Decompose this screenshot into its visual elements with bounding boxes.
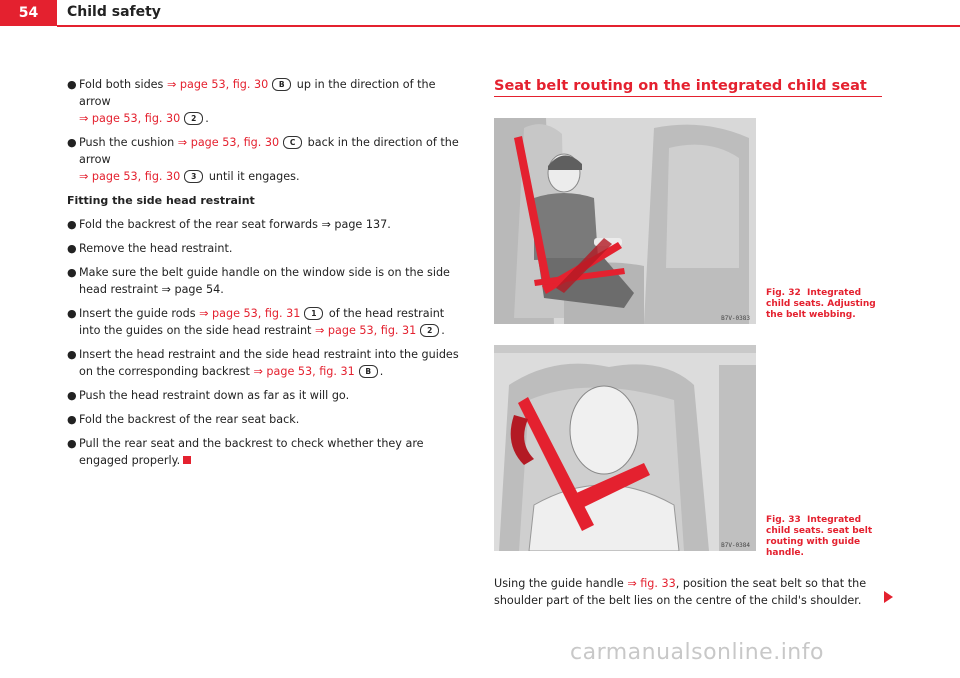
figure-code: B7V-0383 — [721, 315, 750, 322]
figure-32-caption: Fig. 32 Integrated child seats. Adjusting the belt webbing. — [766, 288, 876, 320]
guide-handle-paragraph: Using the guide handle ⇒ fig. 33, position the seat belt so that the shoulder part of the belt lies on the centre of the child's shoulder. — [494, 577, 867, 607]
xref-link[interactable]: ⇒ fig. 33 — [627, 577, 676, 590]
bullet-icon: ● — [67, 307, 77, 320]
figure-33-image — [494, 345, 756, 551]
callout-badge: 2 — [184, 112, 203, 125]
callout-badge: 2 — [420, 324, 439, 337]
xref-link[interactable]: ⇒ page 53, fig. 31 — [315, 324, 417, 337]
callout-badge: C — [283, 136, 302, 149]
xref-link[interactable]: ⇒ page 53, fig. 31 — [199, 307, 301, 320]
bullet-remove-head-restraint: ● Remove the head restraint. — [67, 242, 233, 255]
bullet-icon: ● — [67, 348, 77, 361]
bullet-insert-guide-rods: ● Insert the guide rods ⇒ page 53, fig. 31 1 of the head restraint into the guides on the side head restraint ⇒ page 53, fig. 31 2 . — [67, 307, 445, 337]
section-rule — [494, 96, 882, 97]
figure-code: B7V-0384 — [721, 542, 750, 549]
bullet-icon: ● — [67, 218, 77, 231]
page-title: Child safety — [67, 4, 161, 20]
subheading-side-head-restraint: Fitting the side head restraint — [67, 194, 255, 207]
watermark: carmanualsonline.info — [570, 640, 824, 665]
bullet-check-engaged: ● Pull the rear seat and the backrest to check whether they are engaged properly. — [67, 437, 424, 467]
continue-arrow-icon — [884, 591, 893, 603]
bullet-icon: ● — [67, 78, 77, 91]
figure-32-image — [494, 118, 756, 324]
bullet-fold-sides: ● Fold both sides ⇒ page 53, fig. 30 B up in the direction of the arrow ⇒ page 53, fig. 30 2 . — [67, 78, 436, 125]
bullet-insert-head-restraint: ● Insert the head restraint and the side head restraint into the guides on the corresponding backrest ⇒ page 53, fig. 31 B . — [67, 348, 459, 378]
child-seat-belt-adjust-illustration — [494, 118, 756, 324]
bullet-push-down: ● Push the head restraint down as far as it will go. — [67, 389, 350, 402]
figure-33-caption: Fig. 33 Integrated child seats. seat belt routing with guide handle. — [766, 515, 873, 558]
bullet-icon: ● — [67, 437, 77, 450]
callout-badge: 3 — [184, 170, 203, 183]
bullet-icon: ● — [67, 136, 77, 149]
callout-badge: 1 — [304, 307, 323, 320]
bullet-fold-back: ● Fold the backrest of the rear seat back. — [67, 413, 300, 426]
end-of-section-icon — [183, 456, 191, 464]
bullet-fold-backrest: ● Fold the backrest of the rear seat forwards ⇒ page 137. — [67, 218, 391, 231]
xref-link[interactable]: ⇒ page 53, fig. 30 — [166, 78, 269, 91]
xref-link[interactable]: ⇒ page 53, fig. 31 — [253, 365, 355, 378]
bullet-icon: ● — [67, 413, 77, 426]
left-column — [67, 76, 467, 476]
xref-link[interactable]: ⇒ page 53, fig. 30 — [177, 136, 280, 149]
xref-link[interactable]: ⇒ page 53, fig. 30 — [79, 112, 181, 125]
child-seat-belt-routing-illustration — [494, 345, 756, 551]
xref-link[interactable]: ⇒ page 53, fig. 30 — [79, 170, 181, 183]
bullet-icon: ● — [67, 266, 77, 279]
section-title: Seat belt routing on the integrated child seat — [494, 78, 867, 94]
bullet-icon: ● — [67, 389, 77, 402]
page-number: 54 — [0, 0, 57, 26]
callout-badge: B — [272, 78, 291, 91]
bullet-icon: ● — [67, 242, 77, 255]
bullet-belt-guide-handle: ● Make sure the belt guide handle on the window side is on the side head restraint ⇒ page 54. — [67, 266, 450, 296]
page-header — [0, 0, 960, 28]
header-rule — [57, 25, 960, 27]
bullet-push-cushion: ● Push the cushion ⇒ page 53, fig. 30 C back in the direction of the arrow ⇒ page 53, fig. 30 3 until it engages. — [67, 136, 459, 183]
callout-badge: B — [359, 365, 378, 378]
